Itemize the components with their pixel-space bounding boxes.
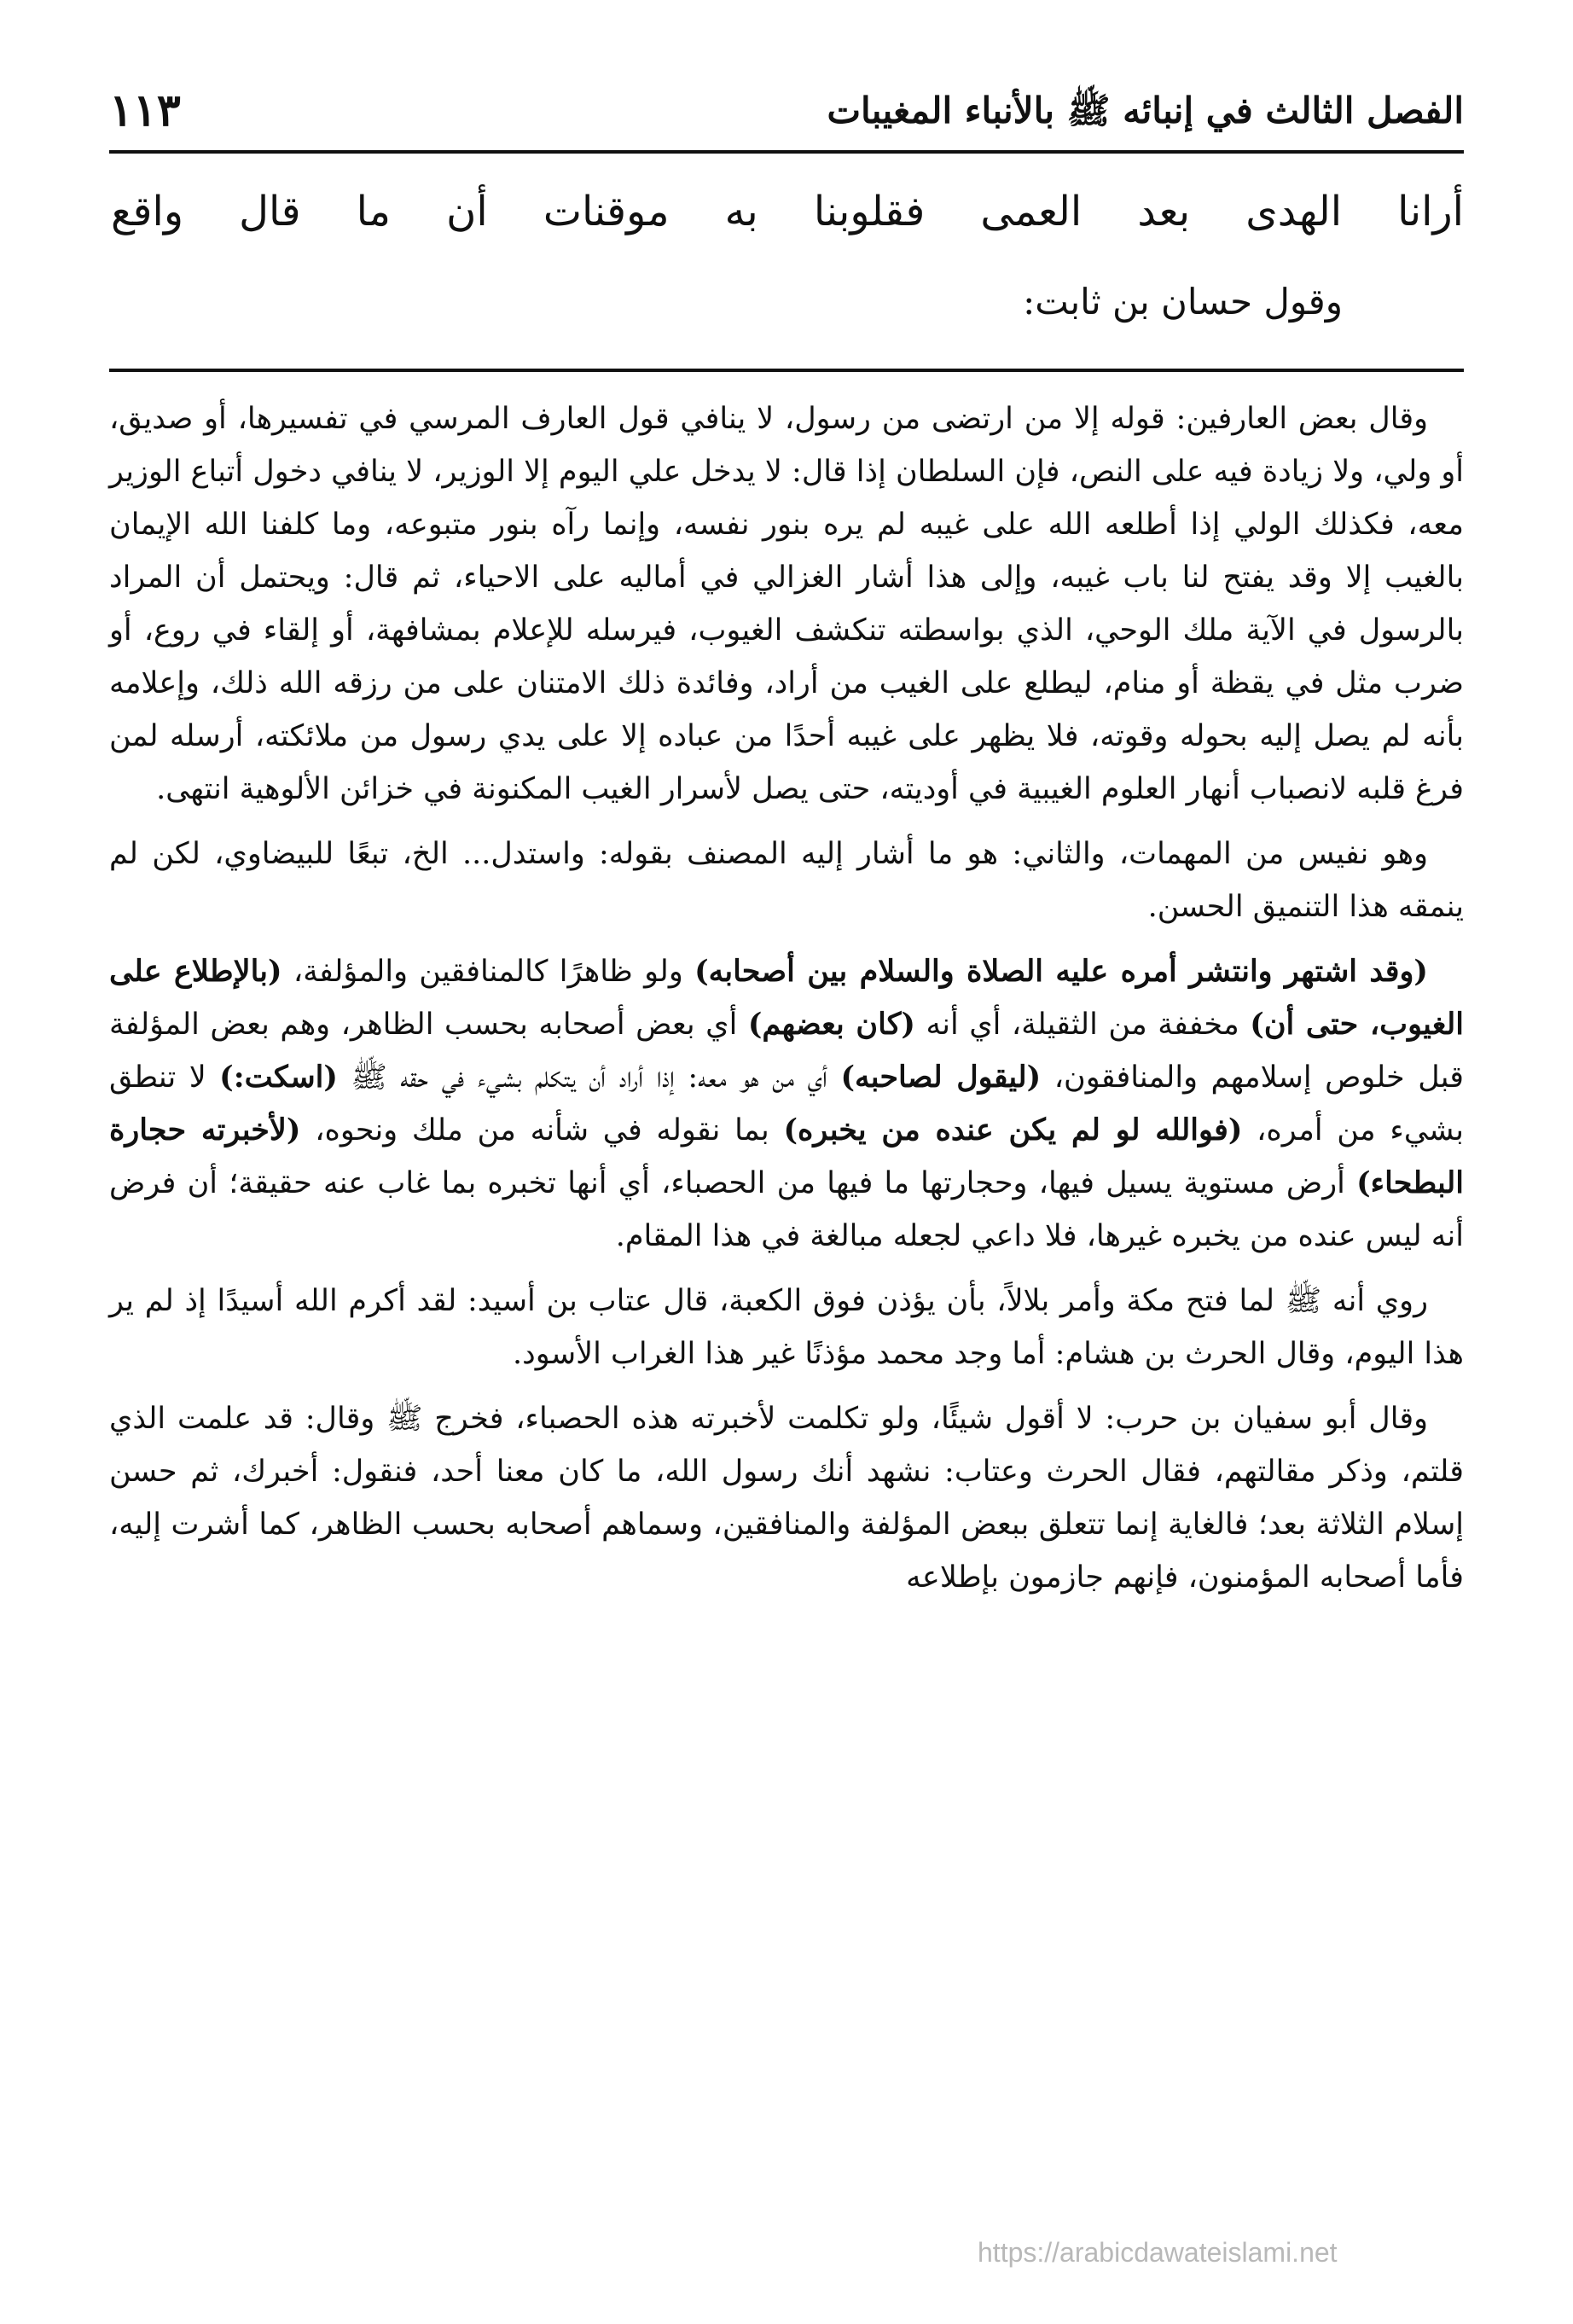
page-number: ١١٣ xyxy=(109,84,181,137)
matn-quote: (ليقول لصاحبه) xyxy=(840,1060,1042,1095)
commentary-text: ولو ظاهرًا كالمنافقين والمؤلفة، xyxy=(282,955,695,989)
paragraph: وهو نفيس من المهمات، والثاني: هو ما أشار إليه المصنف بقوله: واستدل... الخ، تبعًا للبيضاوي، لكن لم ينمقه هذا التنميق الحسن. xyxy=(109,837,1464,924)
verse-attribution: وقول حسان بن ثابت: xyxy=(1023,281,1343,322)
paragraph: روي أنه ﷺ لما فتح مكة وأمر بلالاً، بأن يؤذن فوق الكعبة، قال عتاب بن أسيد: لقد أكرم الله أسيدًا إذ لم ير هذا اليوم، وقال الحرث بن هشام: أما وجد محمد مؤذنًا غير هذا الغراب الأسود. xyxy=(109,1284,1464,1371)
matn-quote: (بالإطلاع على الغيوب، حتى أن) xyxy=(109,954,1464,1042)
matn-quote: (وقد اشتهر وانتشر أمره عليه الصلاة والسلام بين أصحابه) xyxy=(694,954,1428,989)
text-divider xyxy=(109,369,1464,372)
commentary-text: أرض مستوية يسيل فيها، وحجارتها ما فيها من الحصباء، أي أنها تخبره بما غاب عنه حقيقة؛ أن فرض أنه ليس عنده من يخبره غيرها، فلا داعي لجعله مبالغة في هذا المقام. xyxy=(109,1166,1464,1253)
commentary-body xyxy=(109,392,1464,1616)
matn-quote: (لأخبرته حجارة البطحاء) xyxy=(109,1113,1464,1200)
commentary-text: لا تنطق بشيء من أمره، xyxy=(109,1060,1464,1147)
paragraph: وقال أبو سفيان بن حرب: لا أقول شيئًا، ولو تكلمت لأخبرته هذه الحصباء، فخرج ﷺ وقال: قد علمت الذي قلتم، وذكر مقالتهم، فقال الحرث وعتاب: نشهد أنك رسول الله، ما كان معنا أحد، فنقول: أخبرك، ثم حسن إسلام الثلاثة بعد؛ فالغاية إنما تتعلق ببعض المؤلفة والمنافقين، وسماهم أصحابه بحسب الظاهر، كما أشرت إليه، فأما أصحابه المؤمنون، فإنهم جازمون بإطلاعه xyxy=(109,1402,1464,1595)
watermark-url: https://arabicdawateislami.net xyxy=(978,2237,1338,2268)
poetry-verse: أرانا الهدى بعد العمى فقلوبنا به موقنات أن ما قال واقع xyxy=(111,188,1464,235)
matn-quote: (اسكت:) xyxy=(219,1060,338,1095)
commentary-text: أي من هو معه: إذا أراد أن يتكلم بشيء في حقه ﷺ xyxy=(337,1060,841,1095)
commentary-text: مخففة من الثقيلة، أي أنه xyxy=(914,1008,1251,1042)
paragraph xyxy=(109,945,1464,1263)
page-header xyxy=(109,77,1464,145)
paragraph: وقال بعض العارفين: قوله إلا من ارتضى من رسول، لا ينافي قول العارف المرسي في تفسيرها، أو صديق، أو ولي، ولا زيادة فيه على النص، فإن السلطان إذا قال: لا يدخل علي اليوم إلا الوزير، لا ينافي دخول أتباع الوزير معه، فكذلك الولي إذا أطلعه الله على غيبه لم يره بنور نفسه، وإنما رآه بنور متبوعه، وما كلفنا الله الإيمان بالغيب إلا وقد يفتح لنا باب غيبه، وإلى هذا أشار الغزالي في أماليه على الاحياء، ثم قال: ويحتمل أن المراد بالرسول في الآية ملك الوحي، الذي بواسطته تنكشف الغيوب، فيرسله للإعلام بمشافهة، أو إلقاء في روع، أو ضرب مثل في يقظة أو منام، ليطلع على الغيب من أراد، وفائدة ذلك الامتنان على من رزقه الله ذلك، وإعلامه بأنه لم يصل إليه بحوله وقوته، فلا يظهر على غيبه أحدًا من عباده إلا على يدي رسول من ملائكته، أرسله لمن فرغ قلبه لانصباب أنهار العلوم الغيبية في أوديته، حتى يصل لأسرار الغيب المكنونة في خزائن الألوهية انتهى. xyxy=(109,402,1464,806)
chapter-title: الفصل الثالث في إنبائه ﷺ بالأنباء المغيبات xyxy=(827,90,1464,131)
commentary-text: أي بعض أصحابه بحسب الظاهر، وهم بعض المؤلفة قبل خلوص إسلامهم والمنافقون، xyxy=(109,1008,1464,1095)
matn-quote: (كان بعضهم) xyxy=(747,1007,915,1042)
matn-quote: (فوالله لو لم يكن عنده من يخبره) xyxy=(783,1113,1243,1147)
header-divider xyxy=(109,150,1464,154)
commentary-text: بما نقوله في شأنه من ملك ونحوه، xyxy=(300,1113,784,1147)
